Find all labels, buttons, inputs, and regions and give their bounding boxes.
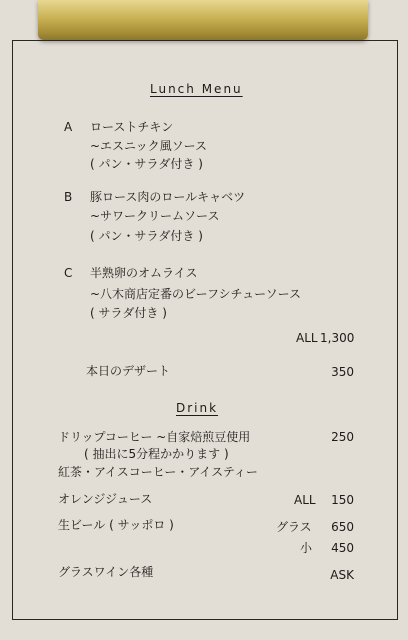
dessert-label: 本日のデザート xyxy=(86,364,171,378)
item-a-letter: A xyxy=(64,120,73,134)
beer-label: 生ビール ( サッポロ ) xyxy=(58,518,174,532)
item-c-name: 半熟卵のオムライス xyxy=(90,266,198,280)
drip-coffee-label: ドリップコーヒー ~自家焙煎豆使用 xyxy=(58,430,251,444)
all-price: 1,300 xyxy=(320,331,355,345)
gold-clip xyxy=(38,0,368,40)
glass-wine-price: ASK xyxy=(330,568,354,582)
item-a-note: ( パン・サラダ付き ) xyxy=(90,157,203,171)
orange-juice-price: 150 xyxy=(331,493,354,507)
drink-heading: Drink xyxy=(176,401,219,415)
item-c-letter: C xyxy=(64,266,73,280)
item-b-name: 豚ロース肉のロールキャベツ xyxy=(90,190,246,204)
item-b-letter: B xyxy=(64,190,73,204)
dessert-price: 350 xyxy=(331,365,354,379)
beer-glass-label: グラス xyxy=(276,520,312,534)
orange-juice-all: ALL xyxy=(294,493,316,507)
item-b-sauce: ~サワークリームソース xyxy=(90,209,220,223)
beer-glass-price: 650 xyxy=(331,520,354,534)
item-c-note: ( サラダ付き ) xyxy=(90,306,167,320)
beer-small-price: 450 xyxy=(331,541,354,555)
glass-wine-label: グラスワイン各種 xyxy=(58,565,154,579)
item-c-sauce: ~八木商店定番のビーフシチューソース xyxy=(90,287,302,301)
all-price-label: ALL xyxy=(296,331,318,345)
lunch-heading: Lunch Menu xyxy=(150,82,243,96)
drip-coffee-price: 250 xyxy=(331,430,354,444)
item-b-note: ( パン・サラダ付き ) xyxy=(90,229,203,243)
tea-label: 紅茶・アイスコーヒー・アイスティー xyxy=(58,465,258,479)
item-a-name: ローストチキン xyxy=(90,120,174,134)
beer-small-label: 小 xyxy=(300,541,313,555)
orange-juice-label: オレンジジュース xyxy=(58,492,153,506)
drip-coffee-note: ( 抽出に5分程かかります ) xyxy=(84,447,229,461)
item-a-sauce: ~エスニック風ソース xyxy=(90,139,207,153)
